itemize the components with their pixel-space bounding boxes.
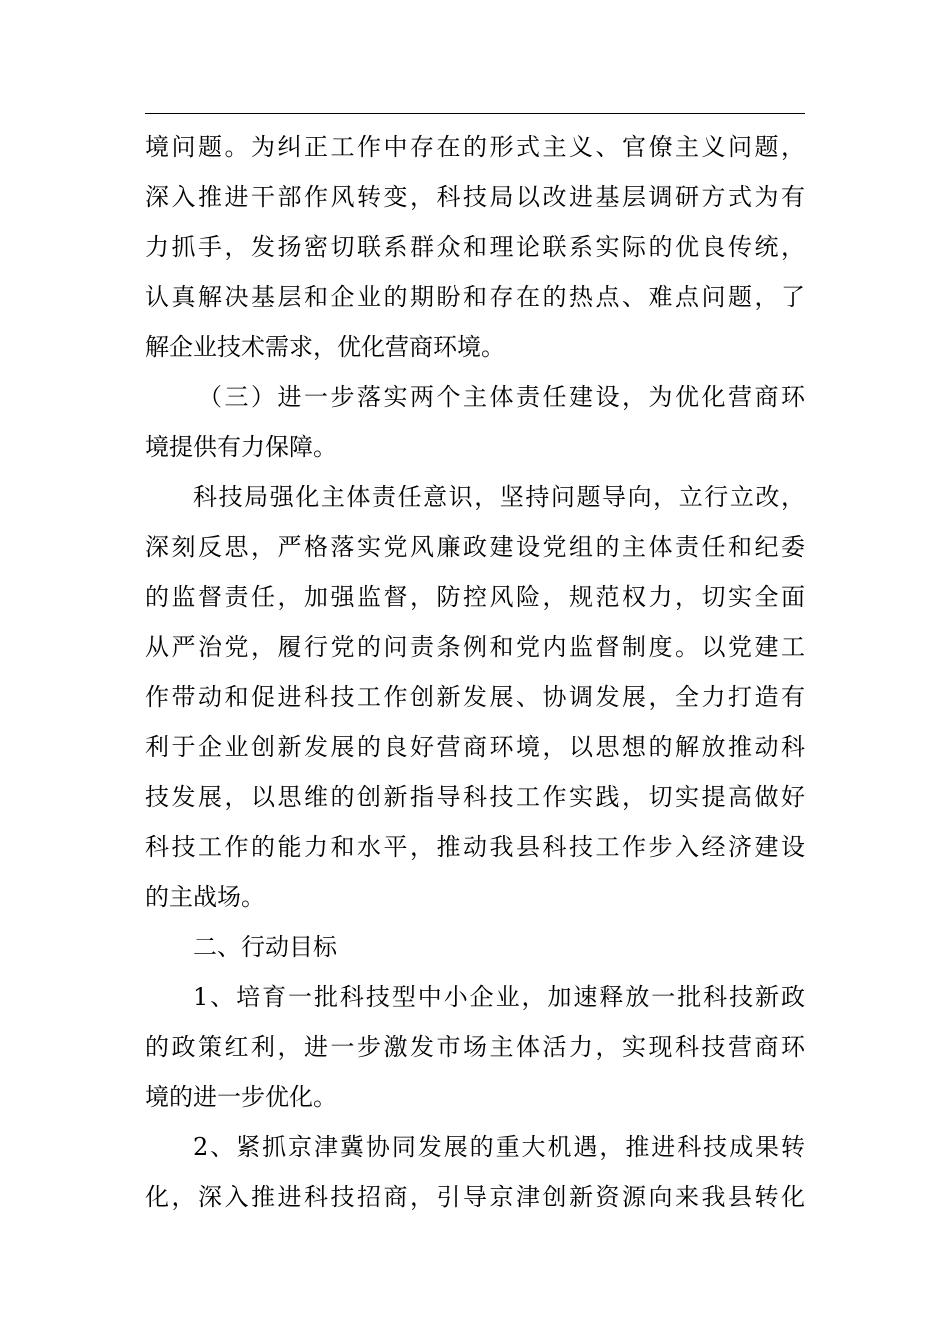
- text-line: 科技工作的能力和水平，推动我县科技工作步入经济建设: [145, 833, 805, 861]
- text-line: 2、紧抓京津冀协同发展的重大机遇，推进科技成果转: [193, 1133, 805, 1161]
- text-line: 化，深入推进科技招商，引导京津创新资源向来我县转化: [145, 1183, 805, 1211]
- text-line: 解企业技术需求，优化营商环境。: [145, 333, 505, 361]
- text-line: 技发展，以思维的创新指导科技工作实践，切实提高做好: [145, 783, 805, 811]
- section-title: 二、行动目标: [193, 933, 337, 961]
- header-rule: [145, 113, 805, 114]
- text-line: 深刻反思，严格落实党风廉政建设党组的主体责任和纪委: [145, 533, 805, 561]
- text-line: 从严治党，履行党的问责条例和党内监督制度。以党建工: [145, 633, 805, 661]
- text-line: 利于企业创新发展的良好营商环境，以思想的解放推动科: [145, 733, 805, 761]
- section-heading: （三）进一步落实两个主体责任建设，为优化营商环: [198, 383, 805, 411]
- text-line: 1、培育一批科技型中小企业，加速释放一批科技新政: [193, 983, 805, 1011]
- text-line: 境问题。为纠正工作中存在的形式主义、官僚主义问题，: [145, 133, 805, 161]
- text-line: 认真解决基层和企业的期盼和存在的热点、难点问题，了: [145, 283, 805, 311]
- text-line: 力抓手，发扬密切联系群众和理论联系实际的优良传统，: [145, 233, 805, 261]
- text-line: 的监督责任，加强监督，防控风险，规范权力，切实全面: [145, 583, 805, 611]
- text-line: 境的进一步优化。: [145, 1083, 337, 1111]
- text-line: 的主战场。: [145, 883, 265, 911]
- section-heading-cont: 境提供有力保障。: [145, 433, 337, 461]
- text-line: 科技局强化主体责任意识，坚持问题导向，立行立改，: [193, 483, 805, 511]
- text-line: 深入推进干部作风转变，科技局以改进基层调研方式为有: [145, 183, 805, 211]
- text-line: 作带动和促进科技工作创新发展、协调发展，全力打造有: [145, 683, 805, 711]
- text-line: 的政策红利，进一步激发市场主体活力，实现科技营商环: [145, 1033, 805, 1061]
